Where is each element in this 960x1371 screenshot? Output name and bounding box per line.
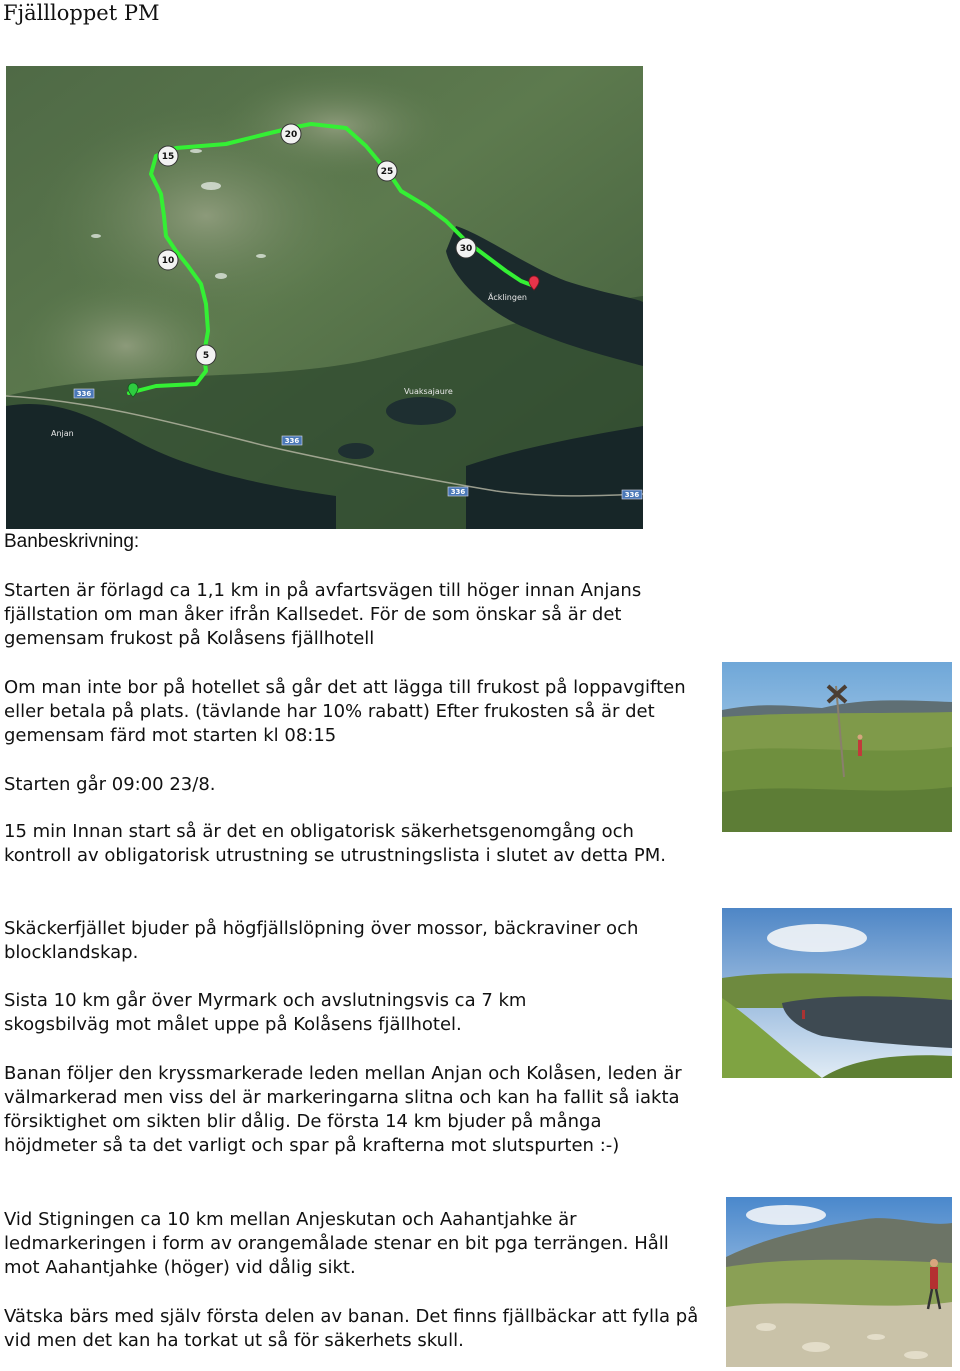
paragraph-start-time: Starten går 09:00 23/8. <box>4 774 216 795</box>
km-marker-25 <box>377 161 397 181</box>
place-label-acklingen: Äcklingen <box>488 293 527 302</box>
photo-trail-marker <box>722 662 952 832</box>
paragraph-safety-briefing: 15 min Innan start så är det en obligatorisk säkerhetsgenomgång och kontroll av obligatorisk utrustning se utrustningslista i slutet av detta PM. <box>4 821 666 866</box>
km-marker-label: 25 <box>380 167 394 177</box>
km-marker-30 <box>456 238 476 258</box>
road-shield-label: 336 <box>76 390 92 398</box>
km-marker-label: 5 <box>202 351 210 361</box>
paragraph-trail-marking: Banan följer den kryssmarkerade leden mellan Anjan och Kolåsen, leden är välmarkerad men viss del är markeringarna slitna och kan ha fallit så iakta försiktighet om sikten blir dålig. De första 14 km bjuder på många höjdmeter så ta det varligt och spar på krafterna mot slutspurten :-) <box>4 1063 682 1156</box>
photo-tarn <box>722 908 952 1078</box>
road-shield-label: 336 <box>624 491 640 499</box>
page-title: Fjällloppet PM <box>3 1 160 25</box>
small-lake <box>338 443 374 459</box>
paragraph-start-location: Starten är förlagd ca 1,1 km in på avfartsvägen till höger innan Anjans fjällstation om man åker ifrån Kallsedet. För de som önskar så är det gemensam frukost på Kolåsens fjällhotell <box>4 580 642 649</box>
paragraph-breakfast: Om man inte bor på hotellet så går det att lägga till frukost på loppavgiften eller betala på plats. (tävlande har 10% rabatt) Efter frukosten så är det gemensam färd mot starten kl 08:15 <box>4 677 686 746</box>
paragraph-climb: Vid Stigningen ca 10 km mellan Anjeskutan och Aahantjahke är ledmarkeringen i form av orangemålade stenar en bit pga terrängen. Håll mot Aahantjahke (höger) vid dålig sikt. <box>4 1209 669 1278</box>
section-heading: Banbeskrivning: <box>4 531 140 552</box>
km-marker-label: 30 <box>459 244 473 254</box>
paragraph-water: Vätska bärs med själv första delen av banan. Det finns fjällbäckar att fylla på vid men det kan ha torkat ut så för säkerhets skull. <box>4 1306 699 1351</box>
paragraph-last-10km: Sista 10 km går över Myrmark och avslutningsvis ca 7 km skogsbilväg mot målet uppe på Kolåsens fjällhotel. <box>4 990 527 1035</box>
place-label-vuaksajaure: Vuaksajaure <box>404 387 453 396</box>
km-marker-15 <box>158 146 178 166</box>
paragraph-terrain: Skäckerfjället bjuder på högfjällslöpning över mossor, bäckraviner och blocklandskap. <box>4 918 639 963</box>
km-marker-label: 15 <box>161 152 175 162</box>
lake-vuaksajaure <box>386 397 456 425</box>
km-marker-label: 20 <box>284 130 298 140</box>
photo-rocky-terrain <box>726 1197 952 1367</box>
km-marker-5 <box>196 345 216 365</box>
place-label-anjan: Anjan <box>51 429 74 438</box>
km-marker-label: 10 <box>161 256 175 266</box>
road-shield-336 <box>74 389 94 398</box>
road-shield-336 <box>448 487 468 496</box>
route-map <box>6 66 643 529</box>
road-shield-label: 336 <box>284 437 300 445</box>
km-marker-20 <box>281 124 301 144</box>
km-marker-10 <box>158 250 178 270</box>
road-shield-336 <box>622 490 642 499</box>
road-shield-336 <box>282 436 302 445</box>
road-shield-label: 336 <box>450 488 466 496</box>
